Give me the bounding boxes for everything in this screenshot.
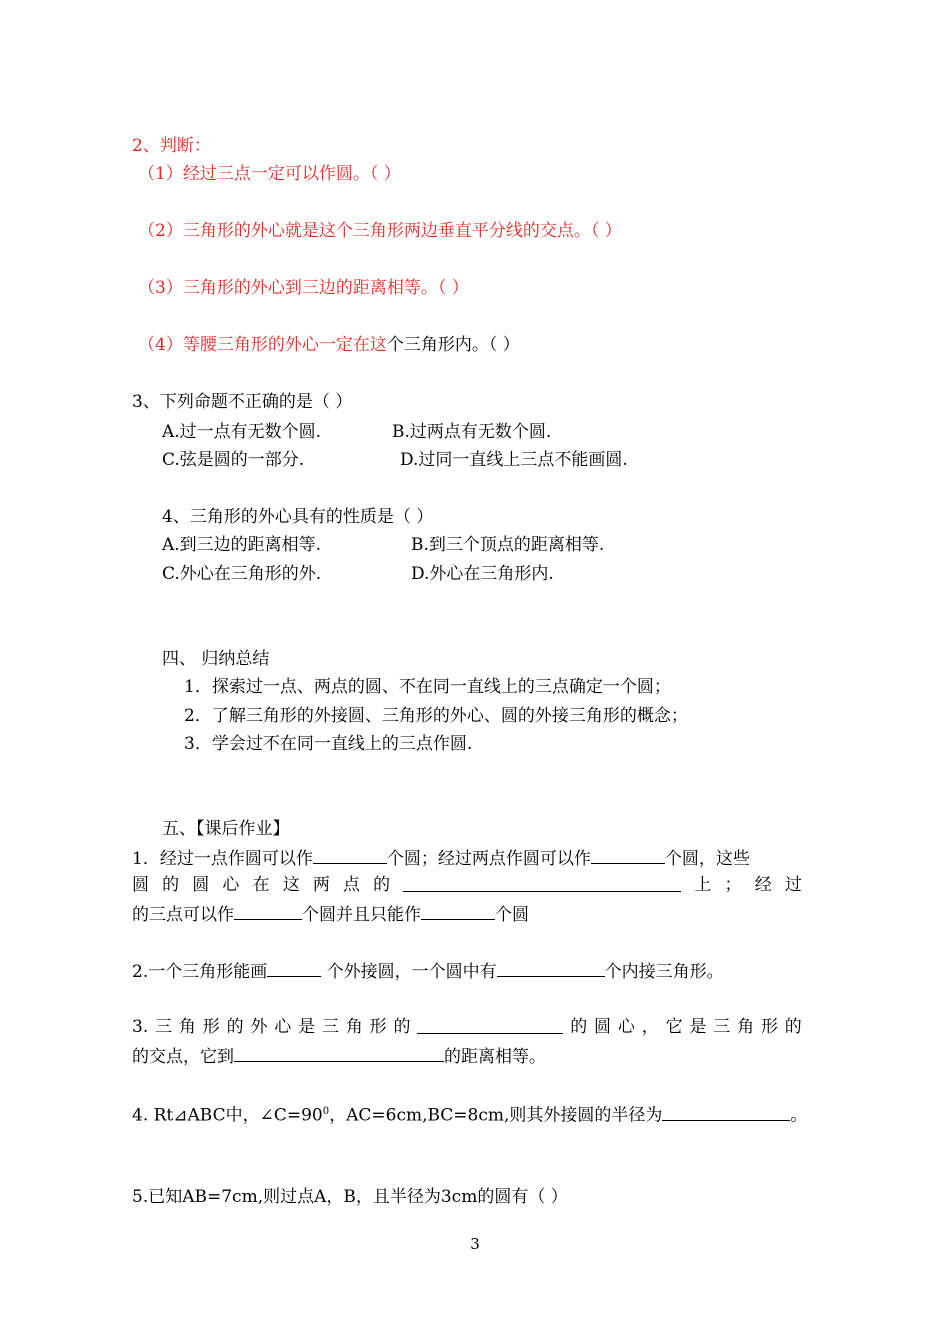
hw-q1-line2: 圆 的 圆 心 在 这 两 点 的 上 ； 经 过 xyxy=(132,875,802,895)
summary-item-2: 2．了解三角形的外接圆、三角形的外心、圆的外接三角形的概念； xyxy=(184,706,688,726)
answer-blank[interactable] xyxy=(417,1015,563,1034)
answer-blank[interactable] xyxy=(421,901,495,920)
hw-q4: 4. Rt⊿ABC中，$\angle C=90^0$，AC=6cm,BC=8cm,则其外接圆的半径为 。 xyxy=(132,1100,807,1128)
answer-blank[interactable] xyxy=(234,1043,444,1062)
q3-option-d: D.过同一直线上三点不能画圆. xyxy=(400,450,628,470)
page-number: 3 xyxy=(470,1235,480,1253)
section2-title: 2、判断： xyxy=(132,136,211,156)
hw-q5: 5.已知AB=7cm,则过点A，B，且半径为3cm的圆有（ ） xyxy=(132,1187,568,1207)
summary-item-3: 3．学会过不在同一直线上的三点作圆. xyxy=(184,734,473,754)
judge-item-4: （4）等腰三角形的外心一定在这个三角形内。（ ） xyxy=(138,335,520,355)
q3-stem: 3、下列命题不正确的是（ ） xyxy=(132,392,353,412)
hw-q3-line1: 3. 三 角 形 的 外 心 是 三 角 形 的 的 圆 心 ， 它 是 三 角 形 的 xyxy=(132,1017,802,1037)
judge-item-1: （1）经过三点一定可以作圆。（ ） xyxy=(138,164,401,184)
answer-blank[interactable] xyxy=(313,845,387,864)
judge-item-2: （2）三角形的外心就是这个三角形两边垂直平分线的交点。（ ） xyxy=(138,221,622,241)
q3-option-a: A.过一点有无数个圆. xyxy=(162,422,322,442)
q4-option-d: D.外心在三角形内. xyxy=(411,564,554,584)
judge-item-3: （3）三角形的外心到三边的距离相等。（ ） xyxy=(138,278,469,298)
answer-blank[interactable] xyxy=(267,958,321,977)
hw-q1-line3: 的三点可以作 个圆并且只能作 个圆 xyxy=(132,901,529,927)
hw-q2: 2.一个三角形能画 个外接圆，一个圆中有 个内接三角形。 xyxy=(132,958,724,984)
q4-option-b: B.到三个顶点的距离相等. xyxy=(411,535,605,555)
q4-stem: 4、三角形的外心具有的性质是（ ） xyxy=(162,507,434,527)
summary-title: 四、 归纳总结 xyxy=(162,649,270,669)
answer-blank[interactable] xyxy=(662,1102,790,1121)
answer-blank[interactable] xyxy=(403,873,681,892)
q4-option-c: C.外心在三角形的外. xyxy=(162,564,322,584)
q3-option-c: C.弦是圆的一部分. xyxy=(162,450,305,470)
answer-blank[interactable] xyxy=(591,845,665,864)
q4-option-a: A.到三边的距离相等. xyxy=(162,535,322,555)
homework-title: 五、【课后作业】 xyxy=(162,819,290,839)
q3-option-b: B.过两点有无数个圆. xyxy=(392,422,552,442)
answer-blank[interactable] xyxy=(497,958,605,977)
answer-blank[interactable] xyxy=(234,901,302,920)
summary-item-1: 1．探索过一点、两点的圆、不在同一直线上的三点确定一个圆； xyxy=(184,677,671,697)
hw-q1-line1: 1．经过一点作圆可以作 个圆；经过两点作圆可以作 个圆，这些 xyxy=(132,845,802,871)
hw-q3-line2: 的交点，它到 的距离相等。 xyxy=(132,1043,546,1069)
